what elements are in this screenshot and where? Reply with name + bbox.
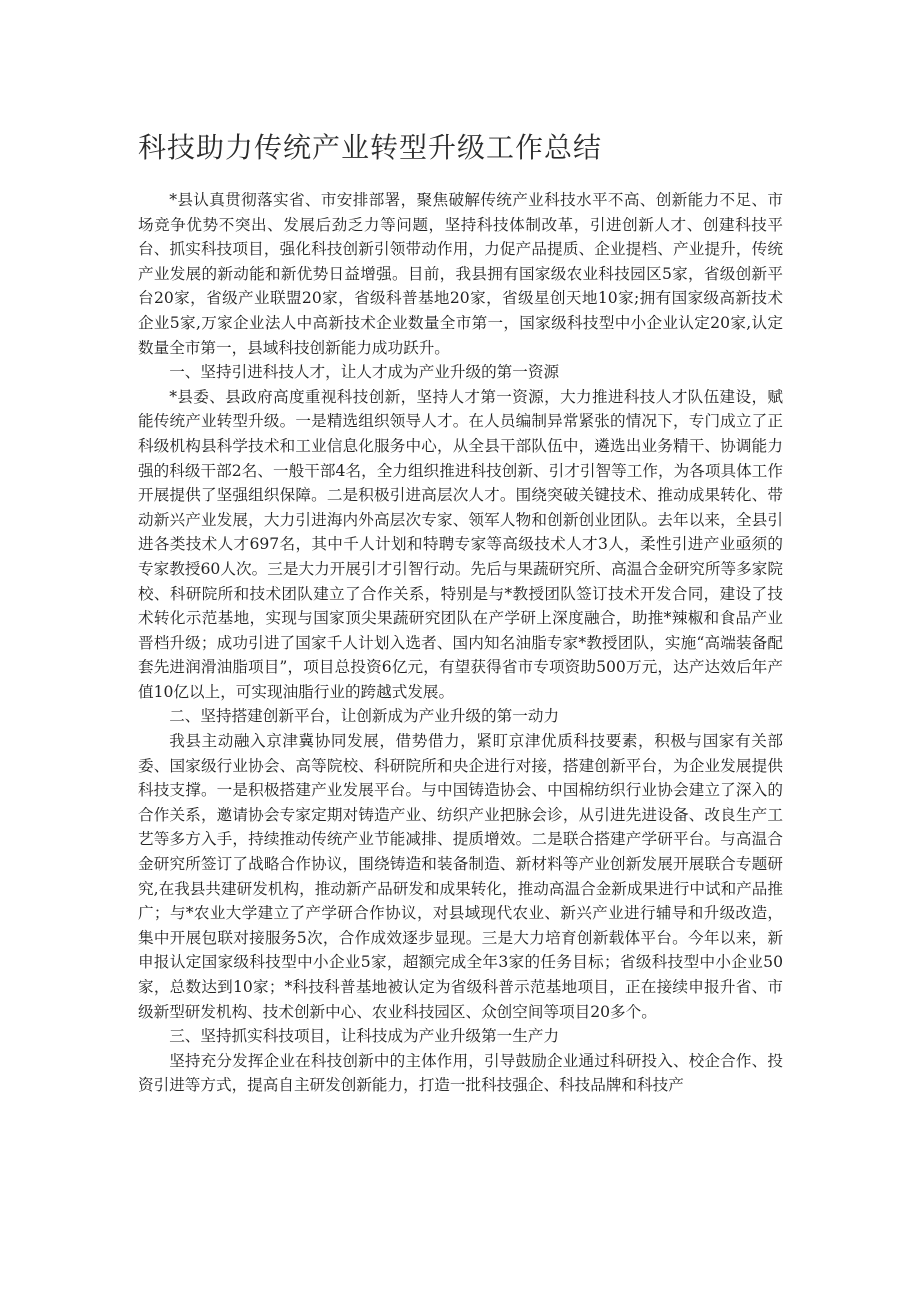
section-heading-1: 一、坚持引进科技人才，让人才成为产业升级的第一资源 — [169, 363, 560, 382]
section-heading-3: 三、坚持抓实科技项目，让科技成为产业升级第一生产力 — [169, 1027, 560, 1046]
document-title: 科技助力传统产业转型升级工作总结 — [138, 131, 603, 164]
intro-paragraph: *县认真贯彻落实省、市安排部署，聚焦破解传统产业科技水平不高、创新能力不足、市场竞争优势不突出、发展后劲乏力等问题，坚持科技体制改革，引进创新人才、创建科技平台、抓实科技项目，强化科技创新引领带动作用，力促产品提质、企业提档、产业提升，传统产业发展的新动能和新优势日益增强。目前，我县拥有国家级农业科技园区5家，省级创新平台20家，省级产业联盟20家，省级科普基地20家，省级星创天地10家;拥有国家级高新技术企业5家,万家企业法人中高新技术企业数量全市第一，国家级科技型中小企业认定20家,认定数量全市第一，县域科技创新能力成功跃升。 — [138, 191, 783, 357]
section-heading-2: 二、坚持搭建创新平台，让创新成为产业升级的第一动力 — [169, 707, 560, 726]
section-body-1: *县委、县政府高度重视科技创新，坚持人才第一资源，大力推进科技人才队伍建设，赋能传统产业转型升级。一是精选组织领导人才。在人员编制异常紧张的情况下，专门成立了正科级机构县科学技术和工业信息化服务中心，从全县干部队伍中，遴选出业务精干、协调能力强的科级干部2名、一般干部4名，全力组织推进科技创新、引才引智等工作，为各项具体工作开展提供了坚强组织保障。二是积极引进高层次人才。围绕突破关键技术、推动成果转化、带动新兴产业发展，大力引进海内外高层次专家、领军人物和创新创业团队。去年以来，全县引进各类技术人才697名，其中千人计划和特聘专家等高级技术人才3人，柔性引进产业亟须的专家教授60人次。三是大力开展引才引智行动。先后与果蔬研究所、高温合金研究所等多家院校、科研院所和技术团队建立了合作关系，特别是与*教授团队签订技术开发合同，建设了技术转化示范基地，实现与国家顶尖果蔬研究团队在产学研上深度融合，助推*辣椒和食品产业晋档升级；成功引进了国家千人计划入选者、国内知名油脂专家*教授团队，实施“高端装备配套先进润滑油脂项目”，项目总投资6亿元，有望获得省市专项资助500万元，达产达效后年产值10亿以上，可实现油脂行业的跨越式发展。 — [138, 387, 783, 701]
section-body-2: 我县主动融入京津冀协同发展，借势借力，紧盯京津优质科技要素，积极与国家有关部委、国家级行业协会、高等院校、科研院所和央企进行对接，搭建创新平台，为企业发展提供科技支撑。一是积极搭建产业发展平台。与中国铸造协会、中国棉纺织行业协会建立了深入的合作关系，邀请协会专家定期对铸造产业、纺织产业把脉会诊，从引进先进设备、改良生产工艺等多方入手，持续推动传统产业节能减排、提质增效。二是联合搭建产学研平台。与高温合金研究所签订了战略合作协议，围绕铸造和装备制造、新材料等产业创新发展开展联合专题研究,在我县共建研发机构，推动新产品研发和成果转化，推动高温合金新成果进行中试和产品推广；与*农业大学建立了产学研合作协议，对县域现代农业、新兴产业进行辅导和升级改造，集中开展包联对接服务5次，合作成效逐步显现。三是大力培育创新载体平台。今年以来，新申报认定国家级科技型中小企业5家，超额完成全年3家的任务目标；省级科技型中小企业50家，总数达到10家；*科技科普基地被认定为省级科普示范基地项目，正在接续申报升省、市级新型研发机构、技术创新中心、农业科技园区、众创空间等项目20多个。 — [138, 732, 783, 1021]
document-page — [138, 128, 783, 1098]
section-body-3: 坚持充分发挥企业在科技创新中的主体作用，引导鼓励企业通过科研投入、校企合作、投资引进等方式，提高自主研发创新能力，打造一批科技强企、科技品牌和科技产 — [138, 1051, 783, 1095]
